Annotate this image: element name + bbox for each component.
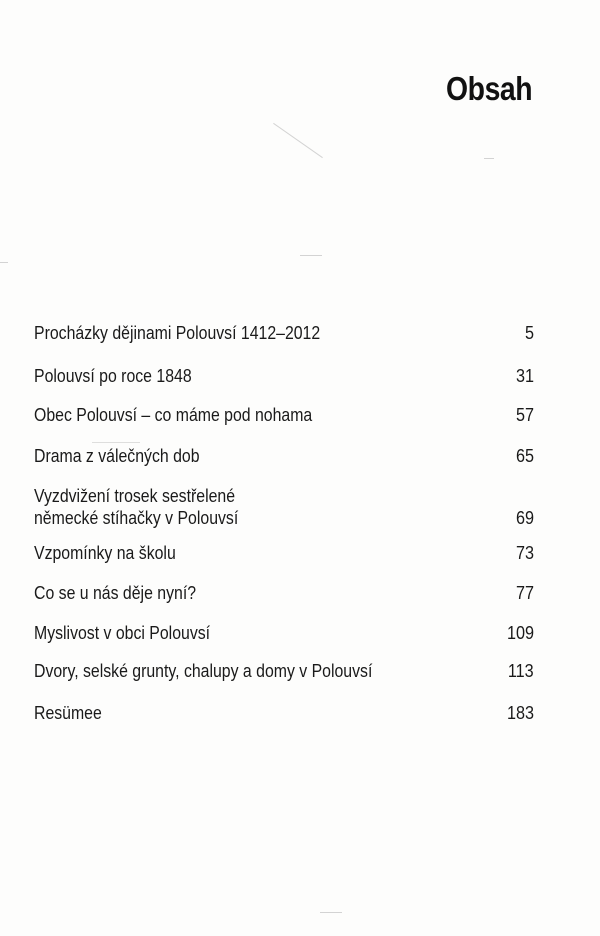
toc-entry-title: Myslivost v obci Polouvsí [34, 623, 211, 643]
table-of-contents [34, 0, 534, 936]
toc-entry-page: 183 [506, 703, 534, 723]
page-title: Obsah [445, 70, 532, 107]
scan-mark [320, 912, 342, 913]
toc-entry [34, 660, 534, 682]
toc-entry-page: 5 [524, 323, 534, 343]
toc-entry [34, 485, 534, 529]
toc-entry [34, 445, 534, 467]
toc-entry [34, 622, 534, 644]
toc-entry-page: 69 [515, 508, 534, 528]
toc-entry [34, 365, 534, 387]
toc-entry-page: 109 [506, 623, 534, 643]
toc-entry-title: Co se u nás děje nyní? [34, 583, 197, 603]
toc-entry-title: Procházky dějinami Polouvsí 1412–2012 [34, 323, 321, 343]
toc-entry [34, 322, 534, 344]
toc-entry-title: Vyzdvižení trosek sestřelené německé stíhačky v Polouvsí [34, 486, 239, 528]
toc-entry-title: Obec Polouvsí – co máme pod nohama [34, 405, 313, 425]
scan-mark [92, 442, 140, 443]
toc-entry-page: 31 [515, 366, 534, 386]
toc-entry-title: Polouvsí po roce 1848 [34, 366, 192, 386]
toc-entry-page: 77 [515, 583, 534, 603]
toc-entry [34, 582, 534, 604]
toc-entry-title: Resümee [34, 703, 102, 723]
scan-mark [484, 158, 494, 159]
toc-entry-title: Drama z válečných dob [34, 446, 200, 466]
toc-entry-page: 113 [508, 661, 534, 681]
toc-entry [34, 542, 534, 564]
toc-entry-title: Vzpomínky na školu [34, 543, 176, 563]
toc-entry [34, 404, 534, 426]
toc-entry-page: 65 [515, 446, 534, 466]
toc-entry-title: Dvory, selské grunty, chalupy a domy v Polouvsí [34, 661, 373, 681]
scan-mark [0, 262, 8, 263]
scan-mark [300, 255, 322, 256]
toc-entry-page: 57 [515, 405, 534, 425]
toc-entry-page: 73 [515, 543, 534, 563]
toc-entry [34, 702, 534, 724]
